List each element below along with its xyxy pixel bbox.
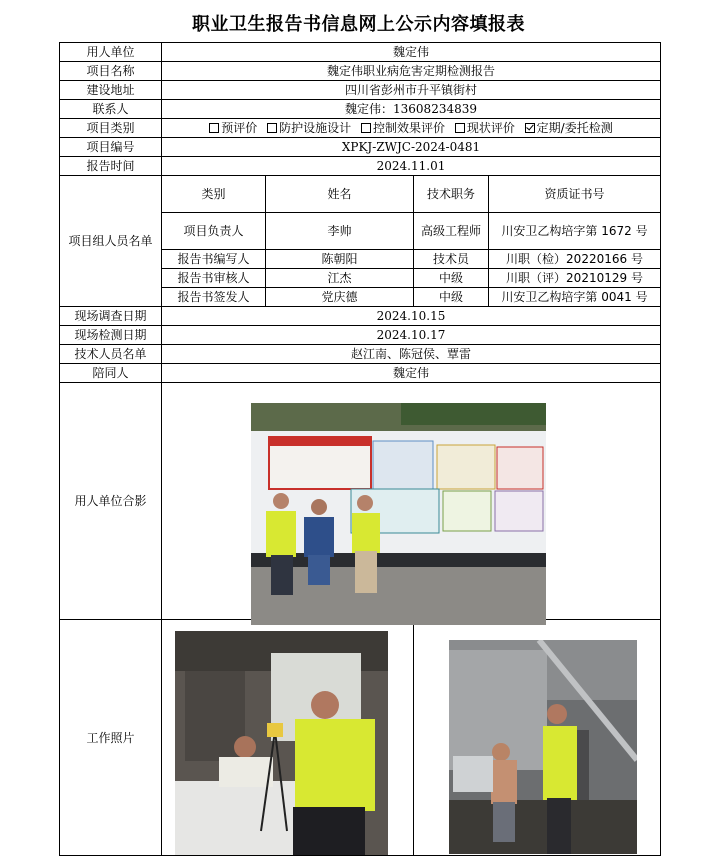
work-photo-label: 工作照片 (60, 620, 162, 856)
team-row-name: 江杰 (266, 269, 414, 288)
address-label: 建设地址 (60, 81, 162, 100)
category-option-control-effect[interactable]: 控制效果评价 (361, 121, 445, 135)
row-address (60, 81, 661, 100)
team-row-title: 技术员 (414, 250, 489, 269)
checkbox-protection-design[interactable] (267, 123, 277, 133)
employer-value: 魏定伟 (162, 43, 661, 62)
team-header-name: 姓名 (266, 176, 414, 213)
category-options (162, 119, 661, 138)
team-header-cert: 资质证书号 (489, 176, 661, 213)
row-test-date (60, 326, 661, 345)
contact-label: 联系人 (60, 100, 162, 119)
team-row-role: 报告书签发人 (162, 288, 266, 307)
survey-date-label: 现场调查日期 (60, 307, 162, 326)
checkbox-status-eval[interactable] (455, 123, 465, 133)
team-row-name: 党庆德 (266, 288, 414, 307)
category-option-status-eval[interactable]: 现状评价 (455, 121, 515, 135)
technicians-label: 技术人员名单 (60, 345, 162, 364)
address-value: 四川省彭州市升平镇街村 (162, 81, 661, 100)
row-contact (60, 100, 661, 119)
team-row-role: 报告书编写人 (162, 250, 266, 269)
team-header-role: 类别 (162, 176, 266, 213)
page-title: 职业卫生报告书信息网上公示内容填报表 (192, 14, 525, 35)
team-row-name: 李帅 (266, 213, 414, 250)
work-photo-right (449, 640, 637, 854)
team-row-title: 中级 (414, 269, 489, 288)
team-header-title: 技术职务 (414, 176, 489, 213)
team-row-title: 中级 (414, 288, 489, 307)
team-row-cert: 川职（评）20210129 号 (489, 269, 661, 288)
row-escort (60, 364, 661, 383)
report-time-label: 报告时间 (60, 157, 162, 176)
project-name-label: 项目名称 (60, 62, 162, 81)
escort-value: 魏定伟 (162, 364, 661, 383)
checkbox-periodic-test[interactable] (525, 123, 535, 133)
survey-date-value: 2024.10.15 (162, 307, 661, 326)
project-no-value: XPKJ-ZWJC-2024-0481 (162, 138, 661, 157)
team-row-role: 项目负责人 (162, 213, 266, 250)
row-employer (60, 43, 661, 62)
checkbox-control-effect[interactable] (361, 123, 371, 133)
category-option-pre-eval[interactable]: 预评价 (209, 121, 257, 135)
test-date-label: 现场检测日期 (60, 326, 162, 345)
team-row-cert: 川职（检）20220166 号 (489, 250, 661, 269)
team-row-cert: 川安卫乙构培字第 0041 号 (489, 288, 661, 307)
team-row-cert: 川安卫乙构培字第 1672 号 (489, 213, 661, 250)
category-label: 项目类别 (60, 119, 162, 138)
team-row-role: 报告书审核人 (162, 269, 266, 288)
category-option-protection-design[interactable]: 防护设施设计 (267, 121, 351, 135)
team-row-name: 陈朝阳 (266, 250, 414, 269)
project-no-label: 项目编号 (60, 138, 162, 157)
row-report-time (60, 157, 661, 176)
row-project-name (60, 62, 661, 81)
row-technicians (60, 345, 661, 364)
row-category (60, 119, 661, 138)
team-label: 项目组人员名单 (60, 176, 162, 307)
project-name-value: 魏定伟职业病危害定期检测报告 (162, 62, 661, 81)
row-team-header (60, 176, 661, 213)
checkbox-pre-eval[interactable] (209, 123, 219, 133)
row-survey-date (60, 307, 661, 326)
contact-value: 魏定伟：13608234839 (162, 100, 661, 119)
team-row-title: 高级工程师 (414, 213, 489, 250)
report-time-value: 2024.11.01 (162, 157, 661, 176)
group-photo-label: 用人单位合影 (60, 383, 162, 620)
work-photo-left (175, 631, 388, 855)
category-option-periodic-test[interactable]: 定期/委托检测 (525, 121, 613, 135)
escort-label: 陪同人 (60, 364, 162, 383)
test-date-value: 2024.10.17 (162, 326, 661, 345)
technicians-value: 赵江南、陈冠侯、覃雷 (162, 345, 661, 364)
row-project-no (60, 138, 661, 157)
group-photo (251, 403, 546, 625)
employer-label: 用人单位 (60, 43, 162, 62)
